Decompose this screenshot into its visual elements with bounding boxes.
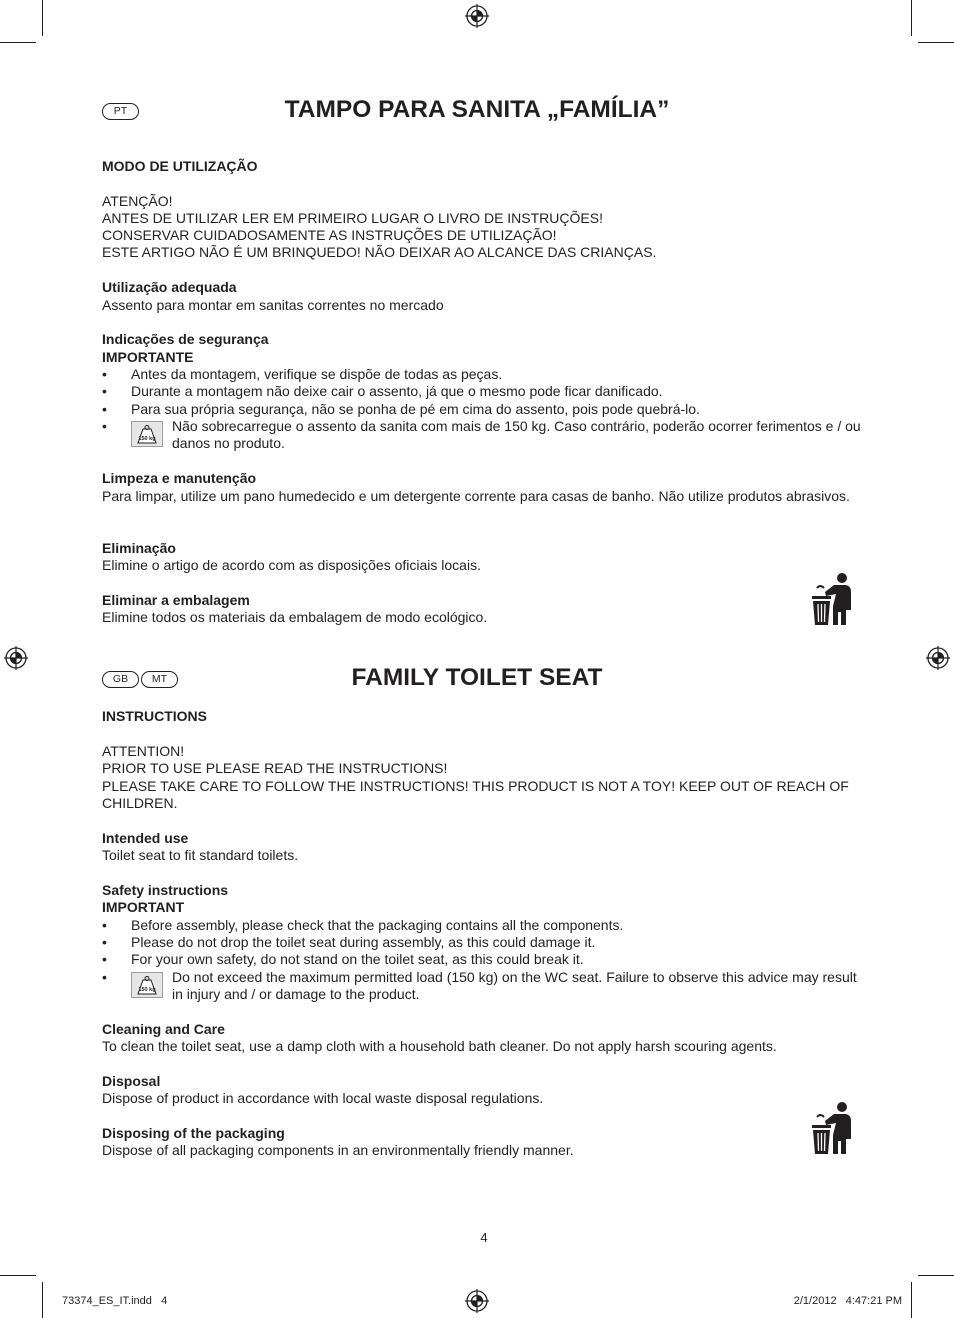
bullet-marker: •	[102, 366, 107, 382]
section-heading-use-gb: Intended use	[102, 830, 189, 846]
section-heading-mode-pt: MODO DE UTILIZAÇÃO	[102, 158, 258, 174]
use-text-pt: Assento para montar em sanitas correntes no mercado	[102, 297, 444, 313]
registration-mark-icon	[4, 646, 28, 670]
registration-mark-icon	[465, 1289, 489, 1313]
svg-text:150 kg: 150 kg	[138, 987, 156, 993]
warning-line-gb: ATTENTION!	[102, 743, 185, 759]
bullet-marker: •	[102, 383, 107, 399]
list-item: Please do not drop the toilet seat during assembly, as this could damage it.	[131, 934, 596, 950]
crop-mark-icon	[918, 1275, 954, 1276]
crop-mark-icon	[918, 42, 954, 43]
weight-150kg-icon	[131, 972, 163, 998]
crop-mark-icon	[42, 1282, 43, 1318]
use-text-gb: Toilet seat to fit standard toilets.	[102, 847, 299, 863]
trash-bin-person-icon	[810, 572, 854, 627]
warning-line-gb: PLEASE TAKE CARE TO FOLLOW THE INSTRUCTIONS! THIS PRODUCT IS NOT A TOY! KEEP OUT OF REACH OF CHILDREN.	[102, 778, 849, 812]
list-item: Durante a montagem não deixe cair o assento, já que o mesmo pode ficar danificado.	[131, 383, 663, 399]
crop-mark-icon	[42, 0, 43, 36]
packaging-text-pt: Elimine todos os materiais da embalagem de modo ecológico.	[102, 609, 488, 625]
bullet-marker: •	[102, 934, 107, 950]
weight-150kg-icon	[131, 421, 163, 447]
language-badge-mt: MT	[141, 671, 178, 688]
registration-mark-icon	[926, 646, 950, 670]
section-heading-mode-gb: INSTRUCTIONS	[102, 708, 207, 724]
important-label-pt: IMPORTANTE	[102, 349, 194, 365]
crop-mark-icon	[0, 42, 36, 43]
trash-bin-person-icon	[810, 1101, 854, 1156]
language-badge-pt: PT	[102, 103, 139, 120]
section-heading-cleaning-pt: Limpeza e manutenção	[102, 470, 257, 486]
section-heading-packaging-pt: Eliminar a embalagem	[102, 592, 250, 608]
crop-mark-icon	[0, 1275, 36, 1276]
cleaning-text-gb: To clean the toilet seat, use a damp cloth with a household bath cleaner. Do not apply harsh scouring agents.	[102, 1038, 777, 1054]
section-heading-packaging-gb: Disposing of the packaging	[102, 1125, 285, 1141]
section-heading-safety-pt: Indicações de segurança	[102, 331, 269, 347]
list-item: Não sobrecarregue o assento da sanita com mais de 150 kg. Caso contrário, poderão ocorrer ferimentos e / ou danos no produto.	[172, 418, 861, 452]
list-item: For your own safety, do not stand on the toilet seat, as this could break it.	[131, 951, 584, 967]
bullet-marker: •	[102, 917, 107, 933]
bullet-marker: •	[102, 969, 107, 985]
bullet-marker: •	[102, 951, 107, 967]
footer-filename: 73374_ES_IT.indd 4	[62, 1295, 168, 1307]
warning-line-pt: ESTE ARTIGO NÃO É UM BRINQUEDO! NÃO DEIXAR AO ALCANCE DAS CRIANÇAS.	[102, 244, 657, 260]
section-heading-use-pt: Utilização adequada	[102, 279, 237, 295]
list-item: Para sua própria segurança, não se ponha de pé em cima do assento, pois pode quebrá-lo.	[131, 401, 700, 417]
cleaning-text-pt: Para limpar, utilize um pano humedecido e um detergente corrente para casas de banho. Não utilize produtos abrasivos.	[102, 488, 850, 504]
svg-text:150 kg: 150 kg	[138, 436, 156, 442]
warning-line-pt: CONSERVAR CUIDADOSAMENTE AS INSTRUÇÕES DE UTILIZAÇÃO!	[102, 227, 557, 243]
section-heading-disposal-pt: Eliminação	[102, 540, 176, 556]
page-title-gb: FAMILY TOILET SEAT	[351, 664, 603, 691]
list-item: Do not exceed the maximum permitted load (150 kg) on the WC seat. Failure to observe this advice may result in injury and / or damage to the product.	[172, 969, 857, 1003]
footer-timestamp: 2/1/2012 4:47:21 PM	[793, 1295, 902, 1307]
crop-mark-icon	[911, 1282, 912, 1318]
disposal-text-pt: Elimine o artigo de acordo com as disposições oficiais locais.	[102, 557, 481, 573]
bullet-marker: •	[102, 401, 107, 417]
page-title-pt: TAMPO PARA SANITA „FAMÍLIA”	[284, 96, 670, 123]
list-item: Antes da montagem, verifique se dispõe de todas as peças.	[131, 366, 503, 382]
registration-mark-icon	[465, 4, 489, 28]
bullet-marker: •	[102, 418, 107, 434]
language-badge-gb: GB	[102, 671, 139, 688]
section-heading-disposal-gb: Disposal	[102, 1073, 161, 1089]
packaging-text-gb: Dispose of all packaging components in an environmentally friendly manner.	[102, 1142, 574, 1158]
section-heading-safety-gb: Safety instructions	[102, 882, 229, 898]
page-number: 4	[480, 1230, 488, 1245]
crop-mark-icon	[911, 0, 912, 36]
warning-line-pt: ANTES DE UTILIZAR LER EM PRIMEIRO LUGAR O LIVRO DE INSTRUÇÕES!	[102, 210, 603, 226]
warning-line-pt: ATENÇÃO!	[102, 193, 173, 209]
disposal-text-gb: Dispose of product in accordance with local waste disposal regulations.	[102, 1090, 544, 1106]
section-heading-cleaning-gb: Cleaning and Care	[102, 1021, 225, 1037]
list-item: Before assembly, please check that the packaging contains all the components.	[131, 917, 624, 933]
warning-line-gb: PRIOR TO USE PLEASE READ THE INSTRUCTIONS!	[102, 760, 448, 776]
important-label-gb: IMPORTANT	[102, 899, 185, 915]
